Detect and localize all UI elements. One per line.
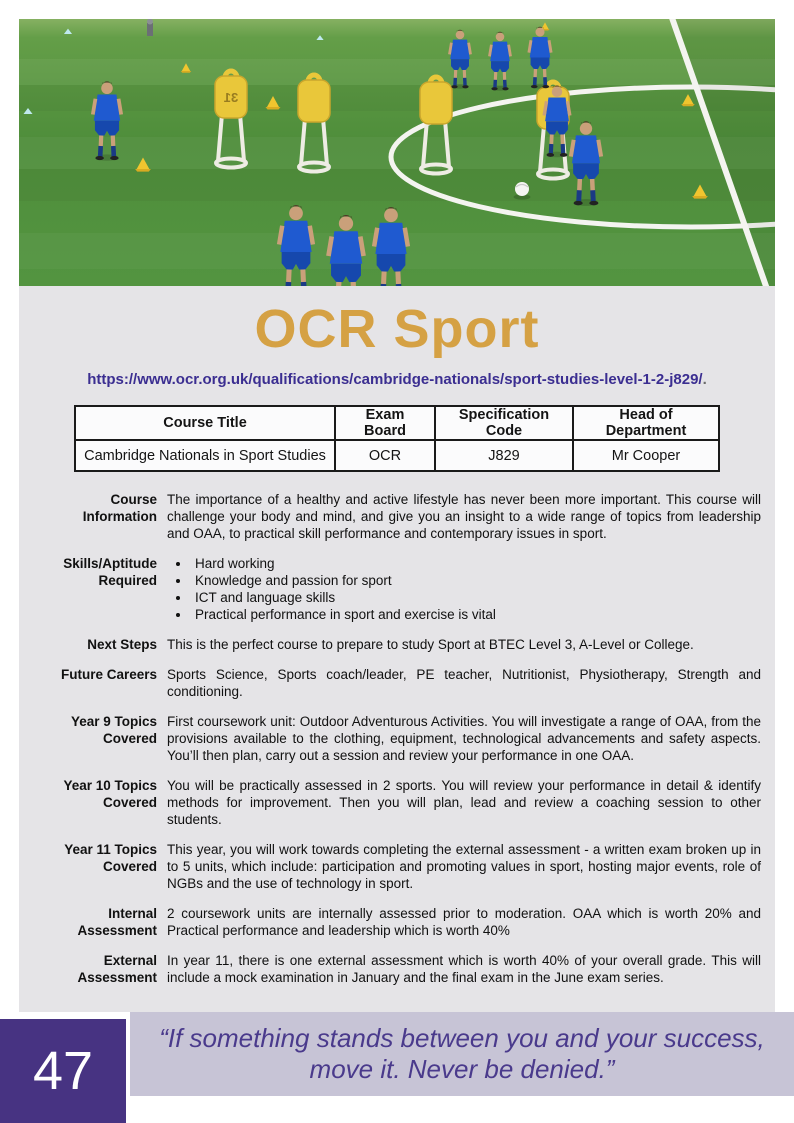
section-year9-topics (55, 713, 761, 764)
distant-figure (147, 19, 153, 36)
page-number: 47 (32, 1041, 94, 1101)
section-text: 2 coursework units are internally assessed prior to moderation. OAA which is worth 20% and Practical performance and leadership which is worth 40% (167, 906, 761, 938)
section-external-assessment (55, 952, 761, 986)
bullet-item: • ICT and language skills (191, 589, 761, 606)
course-info-table (74, 405, 720, 472)
section-label: Year 11 Topics Covered (64, 842, 157, 874)
section-label: Year 10 Topics Covered (63, 778, 157, 810)
section-text: The importance of a healthy and active lifestyle has never been more important. This course will challenge your body and mind, and give you an insight to a wide range of topics from leadership and OAA, to practical skill performance and contemporary issues in sport. (167, 492, 761, 541)
cell-spec-code: J829 (435, 440, 573, 471)
quote-line-1: “If something stands between you and your success, (159, 1023, 765, 1054)
table-header-row (75, 406, 719, 440)
bullet-item: • Practical performance in sport and exercise is vital (191, 606, 761, 623)
motivational-quote (159, 1023, 765, 1084)
section-text: First coursework unit: Outdoor Adventurous Activities. You will investigate a range of OAA, from the provisions available to the clothing, equipment, technological advancements and safety aspects. You’ll then plan, carry out a session and review your performance in one OAA. (167, 714, 761, 763)
quote-band (130, 1012, 794, 1096)
section-label: Next Steps (87, 637, 157, 652)
course-url-row (19, 371, 775, 388)
col-exam-board: Exam Board (335, 406, 435, 440)
section-text: You will be practically assessed in 2 sports. You will review your performance in detail & identify methods for improvement. Then you will plan, lead and review a coaching session to other students. (167, 778, 761, 827)
col-head-of-dept: Head of Department (573, 406, 719, 440)
section-future-careers (55, 666, 761, 700)
course-url-link[interactable]: https://www.ocr.org.uk/qualifications/cambridge-nationals/sport-studies-level-1-2-j829/ (87, 371, 703, 388)
section-label: Future Careers (60, 667, 157, 682)
football-field (19, 19, 775, 286)
section-text: This is the perfect course to prepare to study Sport at BTEC Level 3, A-Level or College. (167, 637, 694, 652)
section-bullets (167, 555, 761, 623)
svg-text:31: 31 (223, 90, 239, 105)
football-training-photo (19, 19, 775, 286)
cell-head-of-dept: Mr Cooper (573, 440, 719, 471)
table-row (75, 440, 719, 471)
section-label: Internal Assessment (77, 906, 157, 938)
section-skills-aptitude (55, 555, 761, 623)
section-label: Course Information (82, 492, 157, 524)
page-title: OCR Sport (254, 299, 540, 359)
section-course-information (55, 491, 761, 542)
cell-exam-board: OCR (335, 440, 435, 471)
section-text: Sports Science, Sports coach/leader, PE teacher, Nutritionist, Physiotherapy, Strength and conditioning. (167, 667, 761, 699)
section-year11-topics (55, 841, 761, 892)
course-sections (19, 491, 775, 986)
page-number-box (0, 1019, 126, 1123)
bullet-item: • Hard working (191, 555, 761, 572)
bullet-item: • Knowledge and passion for sport (191, 572, 761, 589)
section-next-steps (55, 636, 761, 653)
section-label: Year 9 Topics Covered (70, 714, 157, 746)
section-label: External Assessment (77, 953, 157, 985)
section-text: In year 11, there is one external assessment which is worth 40% of your overall grade. This will include a mock examination in January and the final exam in the June exam series. (167, 953, 761, 985)
col-course-title: Course Title (75, 406, 335, 440)
url-trailing-dot: . (702, 371, 707, 388)
section-text: This year, you will work towards completing the external assessment - a written exam broken up in to 5 units, which include: participation and promoting values in sport, hosting major events, role of NGBs and the use of technology in sport. (167, 842, 761, 891)
quote-line-2: move it. Never be denied.” (309, 1054, 615, 1084)
content-panel (19, 286, 775, 1012)
section-label: Skills/Aptitude Required (63, 556, 157, 588)
col-spec-code: Specification Code (435, 406, 573, 440)
section-year10-topics (55, 777, 761, 828)
cell-course-title: Cambridge Nationals in Sport Studies (75, 440, 335, 471)
section-internal-assessment (55, 905, 761, 939)
